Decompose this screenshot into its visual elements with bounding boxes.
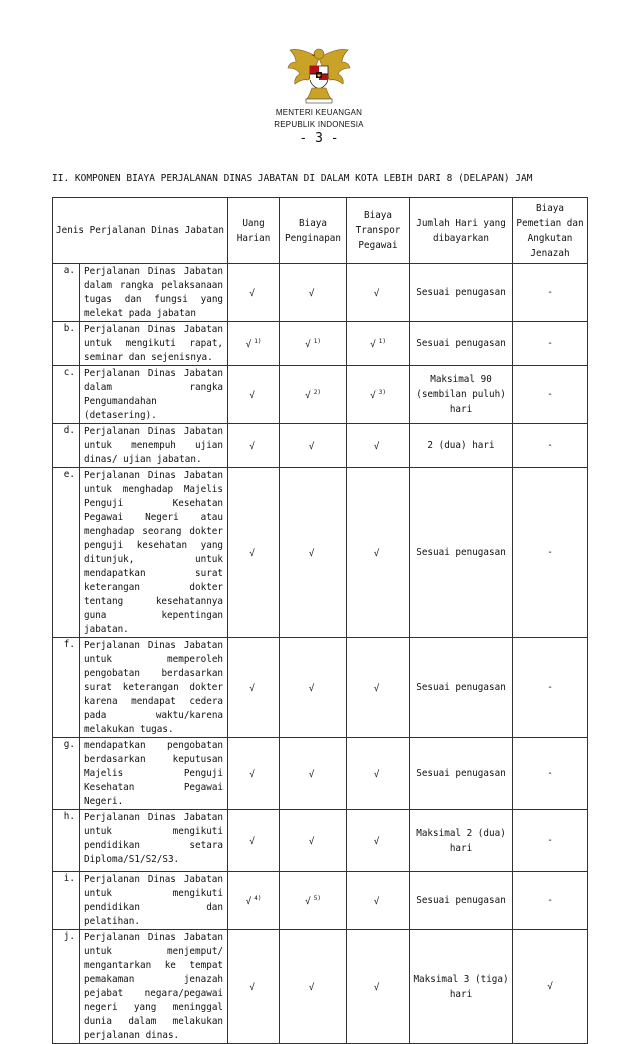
table-row <box>53 872 588 930</box>
table-header-row <box>53 198 588 264</box>
check-mark: √ <box>245 896 252 908</box>
check-mark: √ <box>373 769 380 781</box>
row-letter: i. <box>53 872 80 930</box>
check-mark: √ <box>249 683 255 695</box>
ministry-title-line2: REPUBLIK INDONESIA <box>274 120 364 129</box>
cell-pemetian: - <box>513 424 588 468</box>
ministry-title-line1: MENTERI KEUANGAN <box>275 108 363 117</box>
cell-uang <box>228 366 280 424</box>
cell-pemetian: - <box>513 366 588 424</box>
cell-pemetian: √ <box>513 930 588 1044</box>
check-mark: √ <box>308 683 315 695</box>
cell-uang <box>228 872 280 930</box>
row-description: Perjalanan Dinas Jabatan untuk mengikuti pendidikan dan pelatihan. <box>80 872 228 930</box>
cell-pemetian: - <box>513 872 588 930</box>
check-mark: √ <box>249 441 255 453</box>
cell-uang <box>228 264 280 322</box>
cell-penginapan <box>280 872 347 930</box>
row-description: Perjalanan Dinas Jabatan untuk memperoleh pengobatan berdasarkan surat keterangan dokter karena mendapat cedera pada waktu/karena melakukan tugas. <box>80 638 228 738</box>
cell-jumlah-hari: Sesuai penugasan <box>410 738 513 810</box>
row-description: Perjalanan Dinas Jabatan dalam rangka pelaksanaan tugas dan fungsi yang melekat pada jabatan <box>80 264 228 322</box>
row-letter: b. <box>53 322 80 366</box>
cell-uang <box>228 638 280 738</box>
cell-jumlah-hari: Maksimal 90 (sembilan puluh) hari <box>410 366 513 424</box>
cell-jumlah-hari: Sesuai penugasan <box>410 872 513 930</box>
cell-uang <box>228 810 280 872</box>
cell-uang <box>228 930 280 1044</box>
header-biaya-penginapan: Biaya Penginapan <box>280 198 347 264</box>
check-mark: √ <box>305 339 311 351</box>
cell-penginapan <box>280 810 347 872</box>
row-letter: c. <box>53 366 80 424</box>
travel-cost-table <box>52 197 588 1044</box>
cell-transpor <box>347 638 410 738</box>
cell-pemetian: - <box>513 638 588 738</box>
cell-transpor <box>347 468 410 638</box>
cell-jumlah-hari: Sesuai penugasan <box>410 638 513 738</box>
cell-jumlah-hari: Sesuai penugasan <box>410 468 513 638</box>
header-biaya-transpor: Biaya Transpor Pegawai <box>347 198 410 264</box>
check-mark: √ <box>373 288 380 300</box>
row-description: Perjalanan Dinas Jabatan untuk menjemput/ mengantarkan ke tempat pemakaman jenazah pejabat negara/pegawai negeri yang meninggal dunia dalam melakukan perjalanan dinas. <box>80 930 228 1044</box>
check-mark: √ <box>370 339 376 351</box>
cell-penginapan <box>280 930 347 1044</box>
row-letter: d. <box>53 424 80 468</box>
table-row <box>53 322 588 366</box>
row-letter: f. <box>53 638 80 738</box>
row-description: Perjalanan Dinas Jabatan untuk mengikuti rapat, seminar dan sejenisnya. <box>80 322 228 366</box>
footnote-ref: 1) <box>254 338 262 346</box>
cell-pemetian: - <box>513 322 588 366</box>
check-mark: √ <box>373 836 380 848</box>
table-row <box>53 366 588 424</box>
check-mark: √ <box>308 982 315 994</box>
table-row <box>53 468 588 638</box>
cell-penginapan <box>280 468 347 638</box>
check-mark: √ <box>370 390 376 402</box>
cell-penginapan <box>280 738 347 810</box>
table-row <box>53 638 588 738</box>
check-mark: √ <box>249 548 255 560</box>
header-uang-harian: Uang Harian <box>228 198 280 264</box>
check-mark: √ <box>373 896 380 908</box>
row-description: Perjalanan Dinas Jabatan untuk menghadap Majelis Penguji Kesehatan Pegawai Negeri atau menghadap seorang dokter penguji kesehatan yang ditunjuk, untuk mendapatkan surat keterangan dokter tentang kesehatannya guna kepentingan jabatan. <box>80 468 228 638</box>
row-description: Perjalanan Dinas Jabatan untuk menempuh ujian dinas/ ujian jabatan. <box>80 424 228 468</box>
cell-penginapan <box>280 322 347 366</box>
row-description: mendapatkan pengobatan berdasarkan keputusan Majelis Penguji Kesehatan Pegawai Negeri. <box>80 738 228 810</box>
row-description: Perjalanan Dinas Jabatan dalam rangka Pengumandahan (detasering). <box>80 366 228 424</box>
table-row <box>53 264 588 322</box>
cell-jumlah-hari: Sesuai penugasan <box>410 322 513 366</box>
cell-pemetian: - <box>513 468 588 638</box>
table-row <box>53 930 588 1044</box>
cell-penginapan <box>280 638 347 738</box>
table-row <box>53 738 588 810</box>
check-mark: √ <box>308 769 315 781</box>
footnote-ref: 5) <box>313 895 321 903</box>
cell-transpor <box>347 810 410 872</box>
cell-uang <box>228 322 280 366</box>
cell-pemetian: - <box>513 738 588 810</box>
check-mark: √ <box>249 836 255 848</box>
check-mark: √ <box>249 769 255 781</box>
cell-transpor <box>347 872 410 930</box>
section-title: II. KOMPONEN BIAYA PERJALANAN DINAS JABATAN DI DALAM KOTA LEBIH DARI 8 (DELAPAN) JAM <box>52 173 533 184</box>
cell-jumlah-hari: Maksimal 2 (dua) hari <box>410 810 513 872</box>
cell-penginapan <box>280 366 347 424</box>
check-mark: √ <box>308 548 315 560</box>
check-mark: √ <box>308 441 315 453</box>
check-mark: √ <box>249 390 255 402</box>
check-mark: √ <box>308 836 315 848</box>
footnote-ref: 3) <box>378 389 386 397</box>
row-letter: a. <box>53 264 80 322</box>
cell-penginapan <box>280 264 347 322</box>
header-jenis: Jenis Perjalanan Dinas Jabatan <box>53 198 228 264</box>
cell-transpor <box>347 366 410 424</box>
row-letter: g. <box>53 738 80 810</box>
check-mark: √ <box>373 548 380 560</box>
cell-transpor <box>347 322 410 366</box>
table-row <box>53 810 588 872</box>
check-mark: √ <box>308 288 315 300</box>
check-mark: √ <box>245 339 252 351</box>
cell-jumlah-hari: Maksimal 3 (tiga) hari <box>410 930 513 1044</box>
row-letter: j. <box>53 930 80 1044</box>
cell-transpor <box>347 264 410 322</box>
cell-jumlah-hari: 2 (dua) hari <box>410 424 513 468</box>
row-letter: h. <box>53 810 80 872</box>
cell-uang <box>228 738 280 810</box>
row-description: Perjalanan Dinas Jabatan untuk mengikuti pendidikan setara Diploma/S1/S2/S3. <box>80 810 228 872</box>
cell-transpor <box>347 930 410 1044</box>
check-mark: √ <box>373 982 380 994</box>
check-mark: √ <box>249 982 255 994</box>
footnote-ref: 2) <box>313 389 321 397</box>
header-biaya-pemetian: Biaya Pemetian dan Angkutan Jenazah <box>513 198 588 264</box>
footnote-ref: 4) <box>254 895 262 903</box>
cell-jumlah-hari: Sesuai penugasan <box>410 264 513 322</box>
page-number: - 3 - <box>299 131 339 146</box>
check-mark: √ <box>373 683 380 695</box>
footnote-ref: 1) <box>313 338 321 346</box>
cell-uang <box>228 468 280 638</box>
cell-uang <box>228 424 280 468</box>
cell-penginapan <box>280 424 347 468</box>
cell-pemetian: - <box>513 264 588 322</box>
table-row <box>53 424 588 468</box>
footnote-ref: 1) <box>378 338 386 346</box>
check-mark: √ <box>373 441 380 453</box>
check-mark: √ <box>305 390 311 402</box>
header-jumlah-hari: Jumlah Hari yang dibayarkan <box>410 198 513 264</box>
cell-transpor <box>347 738 410 810</box>
cell-pemetian: - <box>513 810 588 872</box>
row-letter: e. <box>53 468 80 638</box>
cell-transpor <box>347 424 410 468</box>
garuda-emblem-icon <box>286 44 352 106</box>
check-mark: √ <box>249 288 255 300</box>
check-mark: √ <box>305 896 311 908</box>
